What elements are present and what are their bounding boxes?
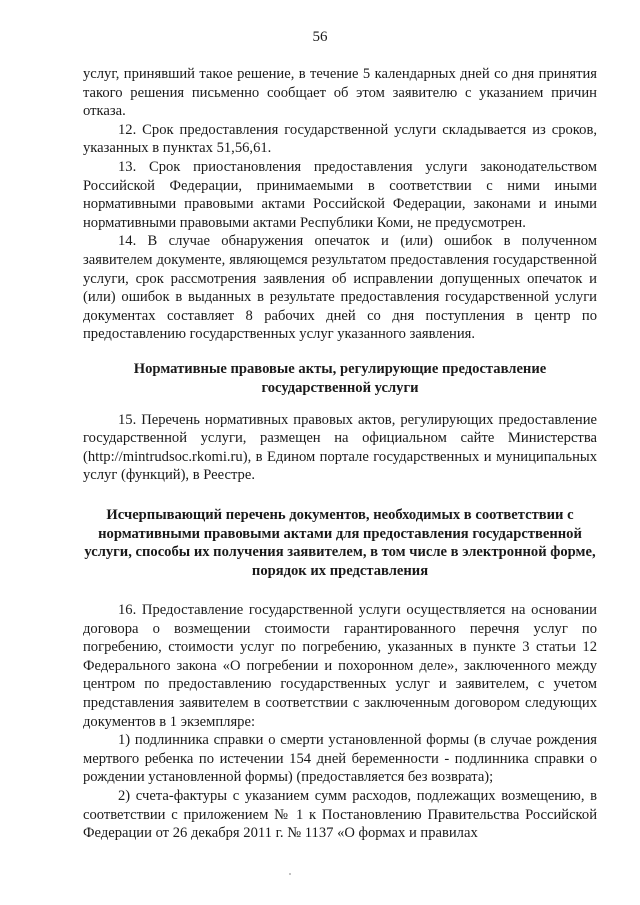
paragraph-continuation: услуг, принявший такое решение, в течение 5 календарных дней со дня принятия такого решения письменно сообщает об этом заявителю с указанием причин отказа.	[83, 66, 597, 120]
paragraph-14: 14. В случае обнаружения опечаток и (или) ошибок в полученном заявителем документе, являющемся результатом предоставления государственной услуги, срок рассмотрения заявления об исправлении допущенных опечаток и (или) ошибок в выданных в результате предоставления государственной услуги документах составляет 8 рабочих дней со дня поступления в центр по предоставлению государственных услуг указанного заявления.	[83, 233, 597, 343]
paragraph-15: 15. Перечень нормативных правовых актов, регулирующих предоставление государственной услуги, размещен на официальном сайте Министерства (http://mintrudsoc.rkomi.ru), в Едином портале государственных и муниципальных услуг (функций), в Реестре.	[83, 411, 597, 484]
page-number: 56	[312, 29, 328, 45]
scan-speck	[289, 873, 291, 875]
paragraph-12: 12. Срок предоставления государственной услуги складывается из сроков, указанных в пунктах 51,56,61.	[83, 121, 597, 157]
list-item-2: 2) счета-фактуры с указанием сумм расходов, подлежащих возмещению, в соответствии с приложением № 1 к Постановлению Правительства Российской Федерации от 26 декабря 2011 г. № 1137 «О формах и правилах	[83, 788, 597, 842]
paragraph-16: 16. Предоставление государственной услуги осуществляется на основании договора о возмещении стоимости гарантированного перечня услуг по погребению, стоимости услуг по погребению, указанных в пункте 3 статьи 12 Федерального закона «О погребении и похоронном деле», заключенного между центром по предоставлению государственных услуг и заявителем, с учетом представления заявителем в соответствии с заключенным договором следующих документов в 1 экземпляре:	[83, 602, 597, 730]
section-heading-documents: Исчерпывающий перечень документов, необходимых в соответствии с нормативными правовыми актами для предоставления государственной услуги, способы их получения заявителем, в том числе в электронной форме, порядок их представления	[84, 506, 596, 580]
page-content	[83, 65, 597, 843]
list-item-1: 1) подлинника справки о смерти установленной формы (в случае рождения мертвого ребенка по истечении 154 дней беременности - подлинника справки о рождении установленной формы) (предоставляется без возврата);	[83, 732, 597, 786]
paragraph-13: 13. Срок приостановления предоставления услуги законодательством Российской Федерации, принимаемыми в соответствии с ними иными нормативными правовыми актами Российской Федерации, законами и иными нормативными правовыми актами Республики Коми, не предусмотрен.	[83, 158, 597, 231]
section-heading-legal-acts: Нормативные правовые акты, регулирующие предоставление государственной услуги	[133, 360, 547, 396]
